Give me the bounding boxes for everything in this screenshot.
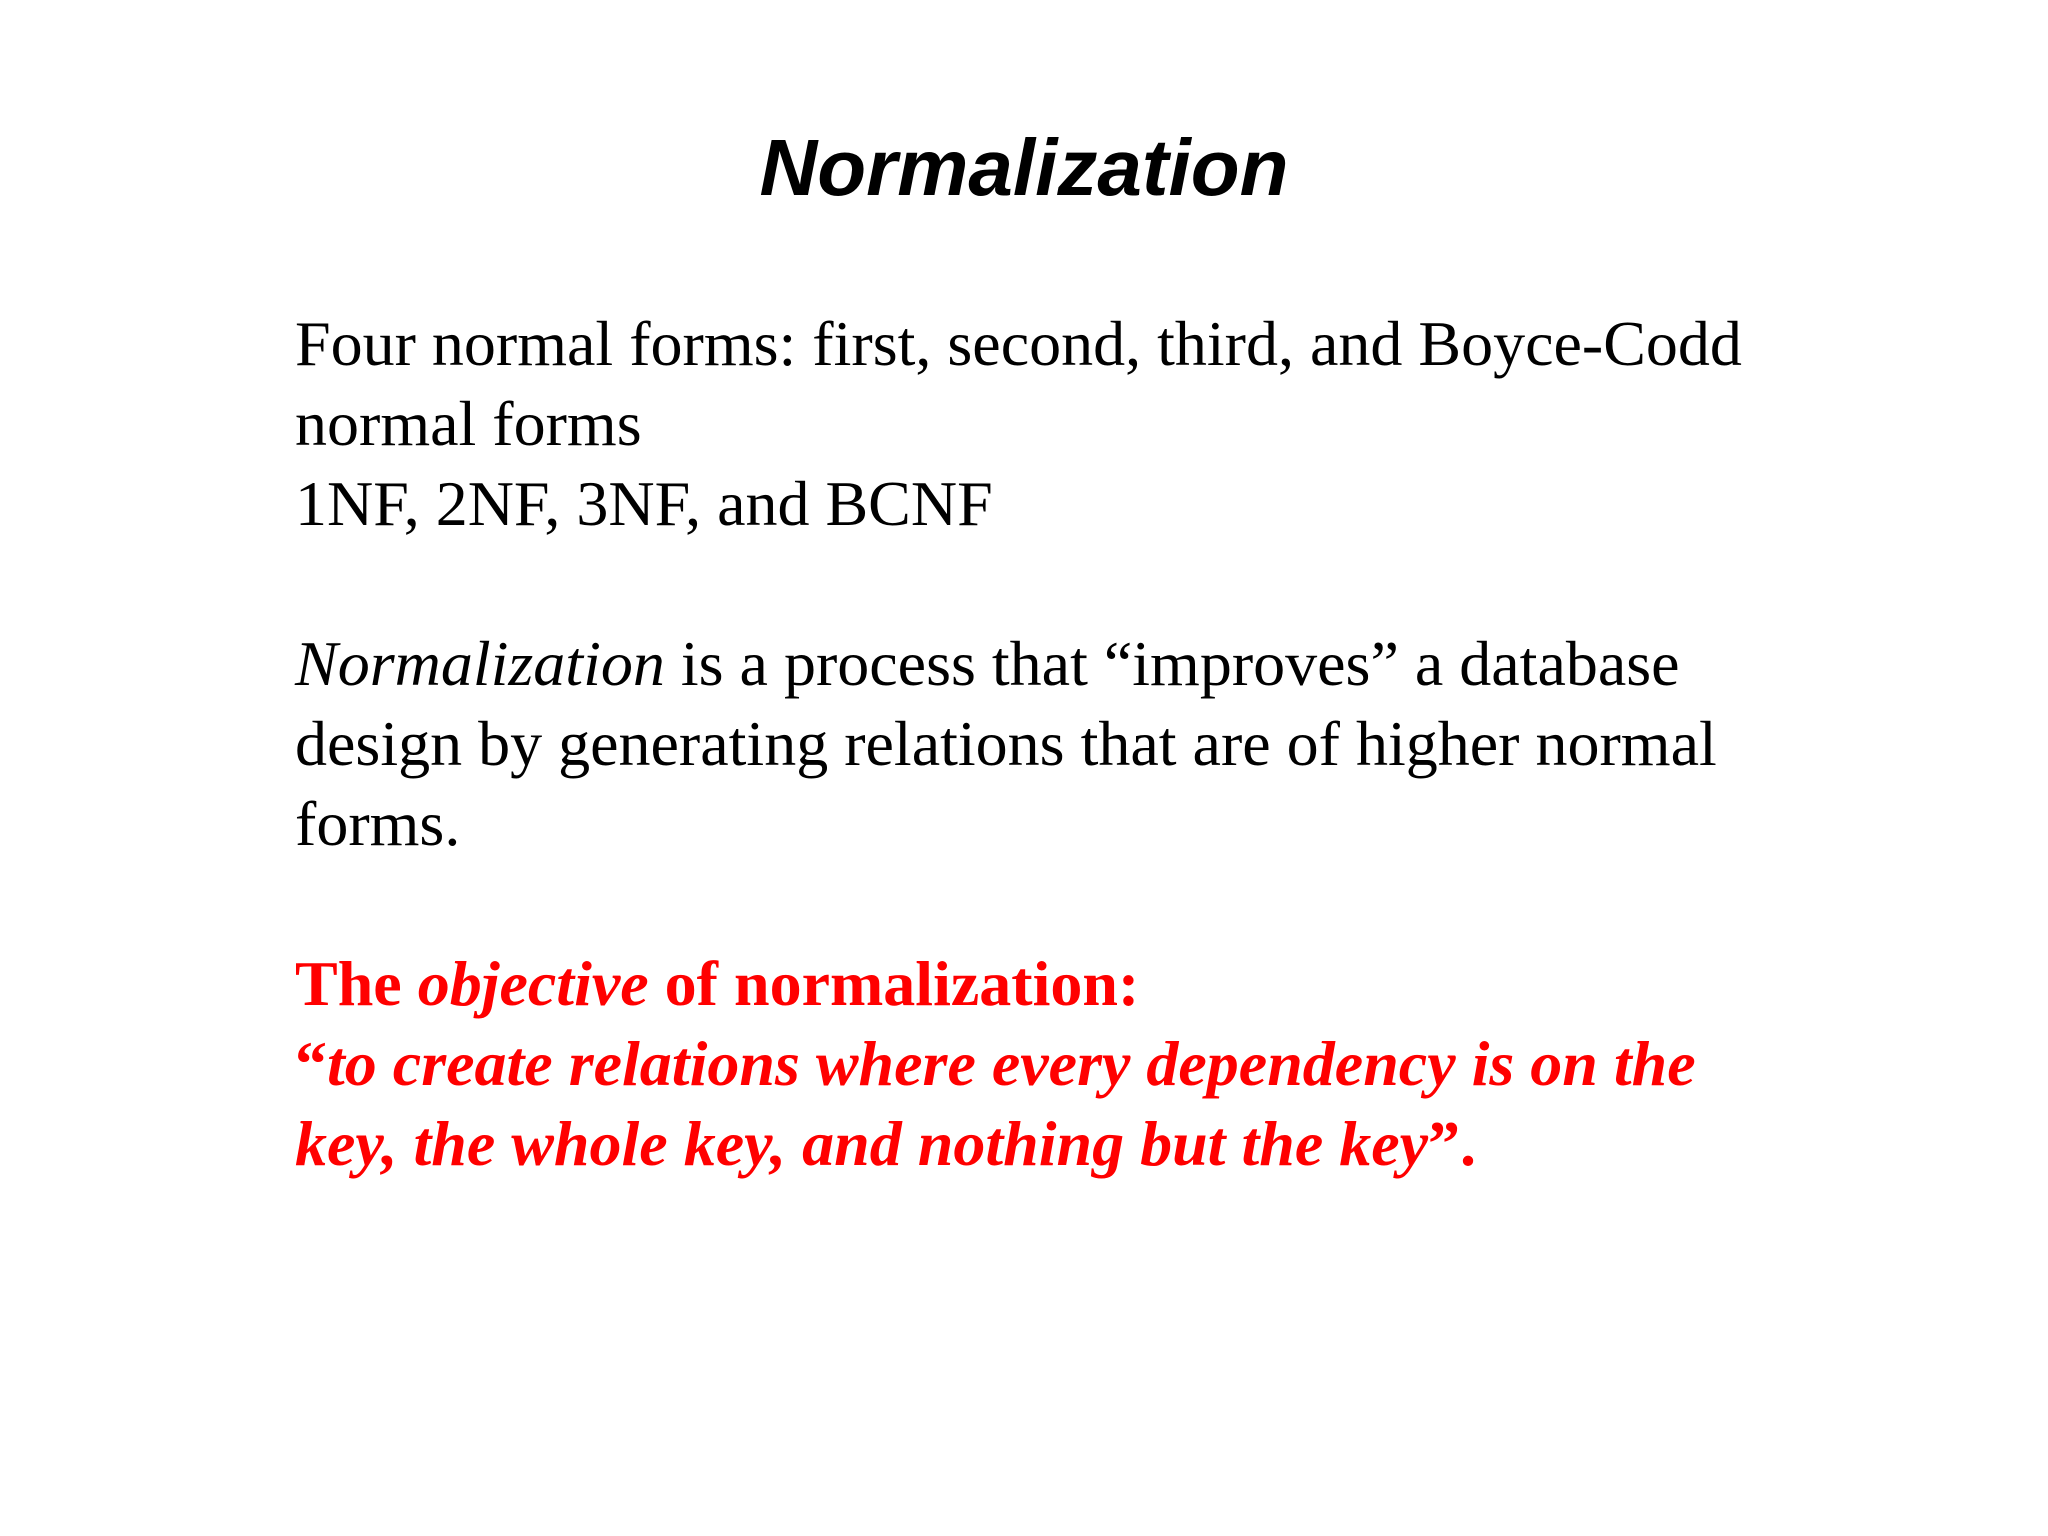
objective-paragraph — [295, 944, 1995, 1184]
definition-line-1-rest: is a process that “improves” a database — [664, 628, 1680, 699]
objective-heading — [295, 944, 1995, 1024]
normal-forms-line-1: Four normal forms: first, second, third, and Boyce-Codd — [295, 308, 1742, 379]
definition-line-2: design by generating relations that are of higher normal — [295, 708, 1717, 779]
definition-line-1 — [295, 624, 1995, 704]
normal-forms-abbreviations: 1NF, 2NF, 3NF, and BCNF — [295, 468, 993, 539]
quote-text-1: to create relations where every dependency is on the — [327, 1028, 1696, 1099]
definition-term: Normalization — [295, 628, 665, 699]
spacer — [295, 864, 1995, 944]
spacer — [295, 544, 1995, 624]
close-quote: ”. — [1428, 1108, 1477, 1179]
quote-text-2: key, the whole key, and nothing but the key — [295, 1108, 1429, 1179]
definition-line-3: forms. — [295, 788, 461, 859]
slide-title: Normalization — [759, 123, 1289, 212]
slide-body — [295, 304, 1995, 1184]
definition-paragraph — [295, 624, 1995, 864]
normal-forms-paragraph — [295, 304, 1995, 544]
objective-quote-line-1 — [295, 1024, 1995, 1104]
open-quote: “ — [295, 1028, 327, 1099]
objective-prefix: The — [295, 948, 418, 1019]
objective-quote-line-2 — [295, 1104, 1995, 1184]
objective-emphasis: objective — [417, 948, 649, 1019]
objective-suffix: of normalization: — [648, 948, 1140, 1019]
normal-forms-line-2: normal forms — [295, 388, 642, 459]
